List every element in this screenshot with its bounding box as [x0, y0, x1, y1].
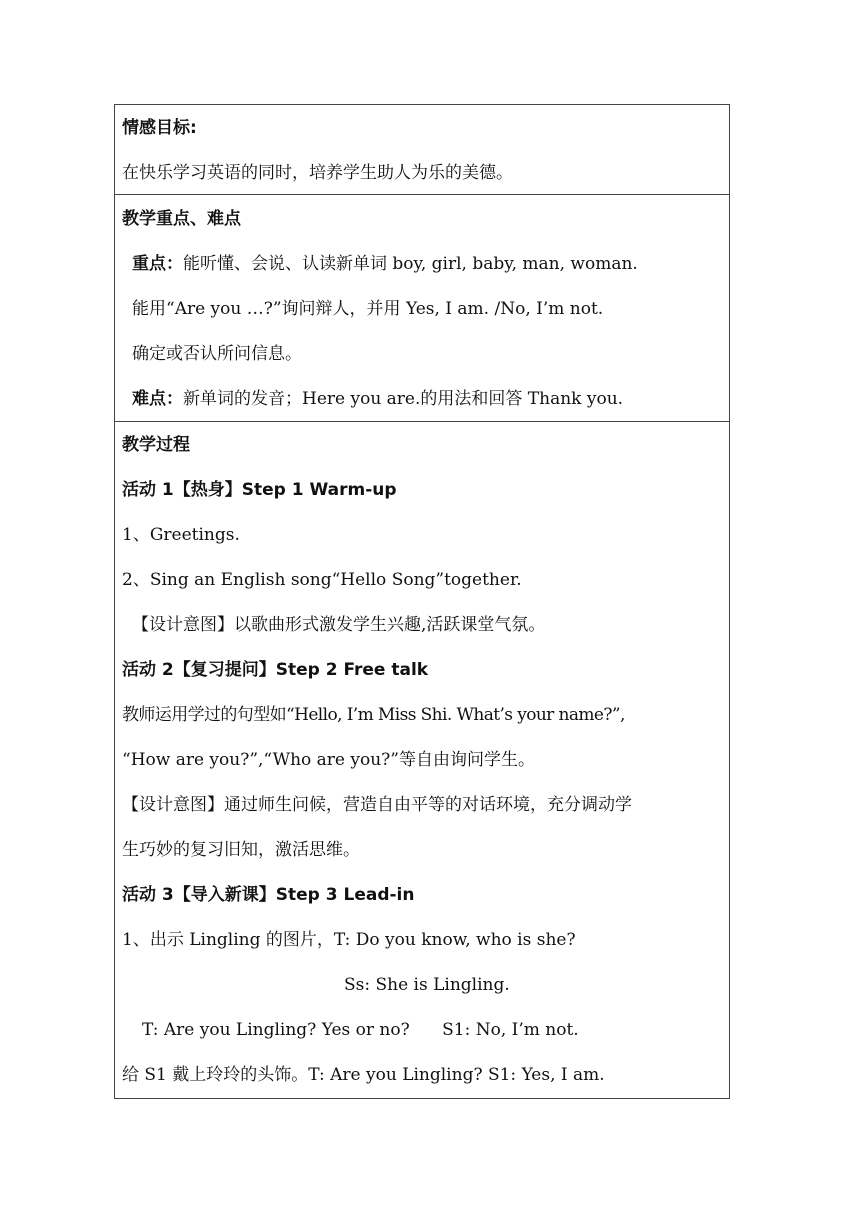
key-text: 能听懂、会说、认读新单词 boy, girl, baby, man, woman. [183, 254, 638, 274]
key-point-line-3: 确定或否认所问信息。 [132, 344, 302, 364]
difficult-point-line [132, 388, 623, 410]
emotion-goal-title: 情感目标: [122, 118, 197, 138]
activity-3-line-2: Ss: She is Lingling. [344, 975, 510, 995]
activity-2-line-1: 教师运用学过的句型如“Hello, I’m Miss Shi. What’s your name?”, [122, 705, 625, 725]
activity-3-line-1: 1、出示 Lingling 的图片，T: Do you know, who is she? [122, 930, 576, 950]
activity-1-title: 活动 1【热身】Step 1 Warm-up [122, 480, 397, 500]
activity-3-line-3: T: Are you Lingling? Yes or no? S1: No, I’m not. [142, 1020, 579, 1040]
key-point-line-1 [132, 253, 638, 275]
activity-2-intent-2: 生巧妙的复习旧知，激活思维。 [122, 840, 360, 860]
difficult-text: 新单词的发音；Here you are.的用法和回答 Thank you. [183, 389, 624, 409]
activity-3-title: 活动 3【导入新课】Step 3 Lead-in [122, 885, 415, 905]
activity-1-intent: 【设计意图】以歌曲形式激发学生兴趣,活跃课堂气氛。 [132, 615, 546, 635]
key-points-title: 教学重点、难点 [122, 209, 241, 229]
activity-1-line-1: 1、Greetings. [122, 525, 240, 545]
key-label: 重点： [132, 254, 183, 274]
activity-2-intent-1: 【设计意图】通过师生问候，营造自由平等的对话环境，充分调动学 [122, 795, 632, 815]
process-title: 教学过程 [122, 435, 190, 455]
activity-3-line-4: 给 S1 戴上玲玲的头饰。T: Are you Lingling? S1: Yes, I am. [122, 1065, 605, 1085]
difficult-label: 难点： [132, 389, 183, 409]
activity-1-line-2: 2、Sing an English song“Hello Song”together. [122, 570, 522, 590]
activity-2-line-2: “How are you?”,“Who are you?”等自由询问学生。 [122, 750, 535, 770]
activity-2-title: 活动 2【复习提问】Step 2 Free talk [122, 660, 429, 680]
emotion-goal-text: 在快乐学习英语的同时，培养学生助人为乐的美德。 [122, 163, 513, 183]
key-point-line-2: 能用“Are you …?”询问辩人，并用 Yes, I am. /No, I’m not. [132, 299, 604, 319]
